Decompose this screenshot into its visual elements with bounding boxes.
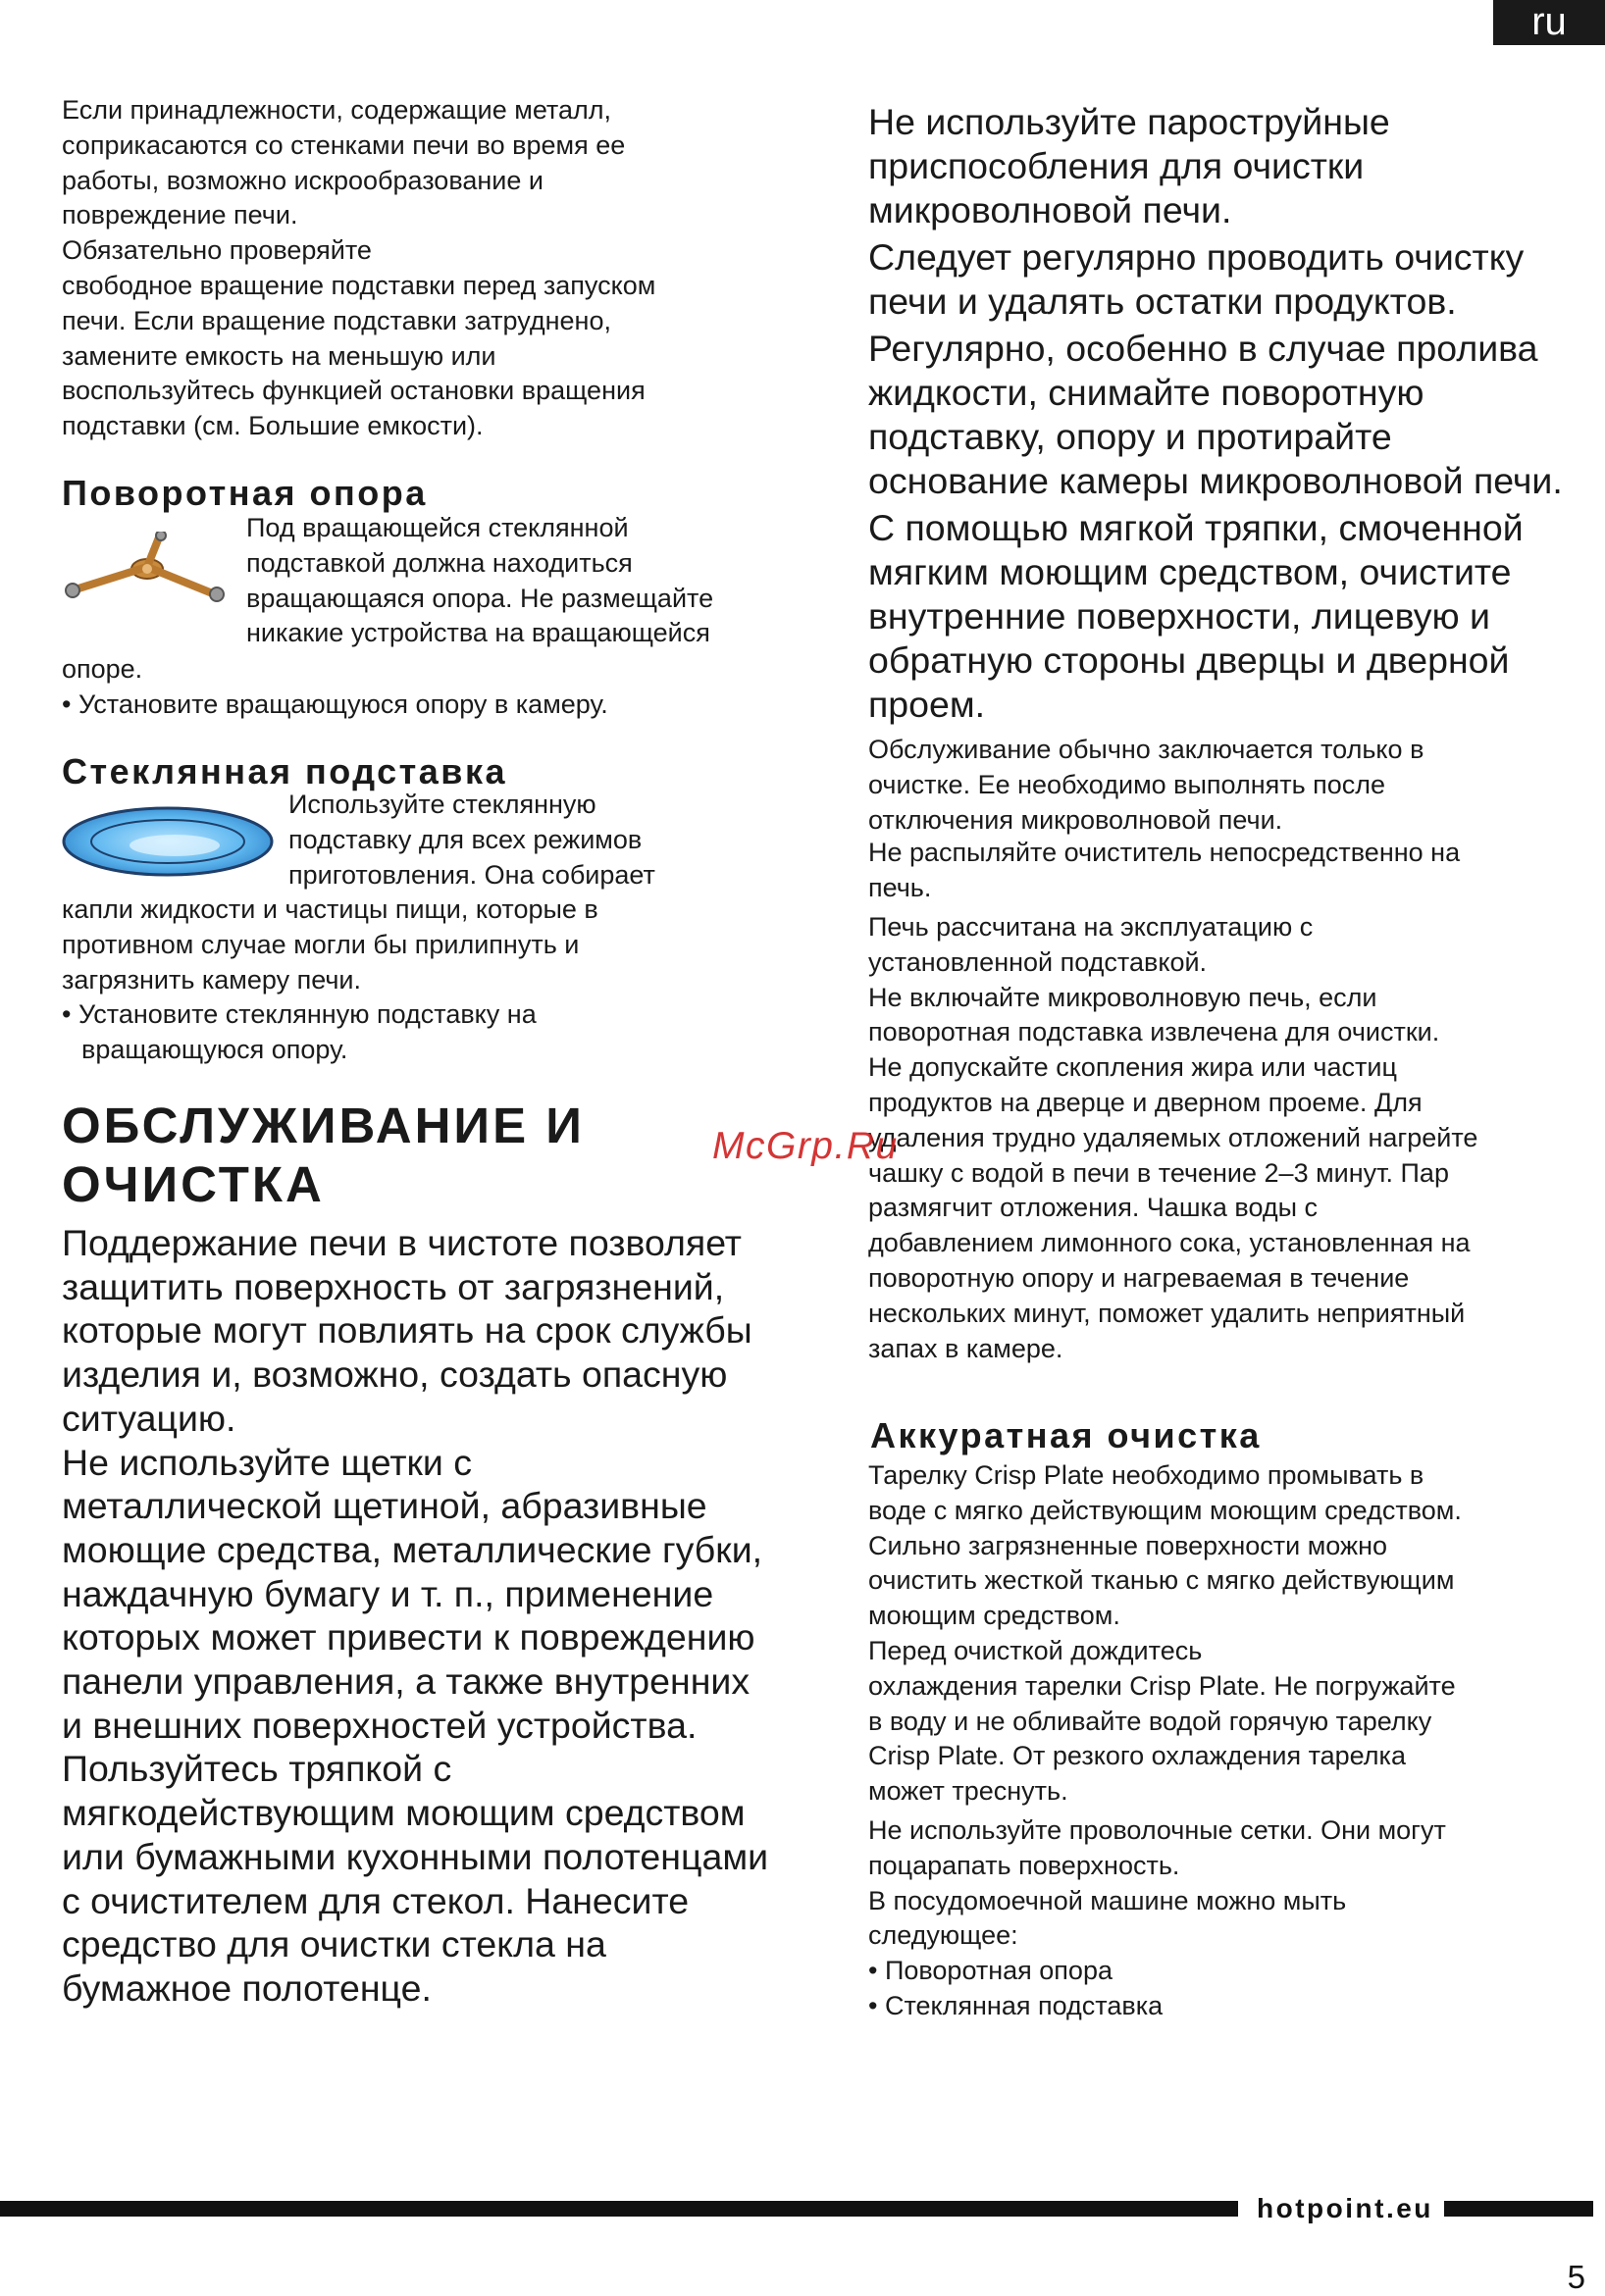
text-line: Не используйте пароструйные xyxy=(868,101,1390,142)
text-line: замените емкость на меньшую или xyxy=(62,340,496,371)
section-heading-glass: Стеклянная подставка xyxy=(62,751,507,791)
text-line: Регулярно, особенно в случае пролива xyxy=(868,328,1538,369)
right-large-text xyxy=(868,100,1605,727)
text-line: средство для очистки стекла на xyxy=(62,1923,606,1965)
text-line: или бумажными кухонными полотенцами xyxy=(62,1835,769,1877)
text-line: изделия и, возможно, создать опасную xyxy=(62,1353,728,1396)
text-line: Под вращающейся стеклянной xyxy=(246,513,629,542)
text-line: подставкой должна находиться xyxy=(246,547,633,578)
text-line: бумажное полотенце. xyxy=(62,1966,432,2009)
right-small-text xyxy=(868,733,1605,1366)
text-line: очистке. Ее необходимо выполнять после xyxy=(868,769,1386,799)
text-line: Используйте стеклянную xyxy=(288,790,596,819)
bullet-item: • Установите стеклянную подставку на xyxy=(62,999,537,1030)
text-line: опоре. xyxy=(62,654,143,684)
text-line: воде с мягко действующим моющим средством. xyxy=(868,1495,1462,1525)
maintenance-body xyxy=(62,1221,847,2011)
support-text-wrapped xyxy=(246,511,825,651)
text-line: охлаждения тарелки Crisp Plate. Не погружайте xyxy=(868,1670,1456,1701)
text-line: никакие устройства на вращающейся xyxy=(246,618,710,648)
text-line: установленной подставкой. xyxy=(868,946,1208,977)
text-line: капли жидкости и частицы пищи, которые в xyxy=(62,894,598,924)
support-text-full xyxy=(62,652,822,723)
text-line: жидкости, снимайте поворотную xyxy=(868,372,1424,413)
text-line: мягкодействующим моющим средством xyxy=(62,1792,746,1834)
text-line: в воду и не обливайте водой горячую тарелку xyxy=(868,1706,1432,1736)
text-line: чашку с водой в печи в течение 2–3 минут. Пар xyxy=(868,1157,1449,1188)
text-line: вращающаяся опора. Не размещайте xyxy=(246,583,714,613)
page-number: 5 xyxy=(1567,2259,1585,2295)
text-line: В посудомоечной машине можно мыть xyxy=(868,1885,1347,1915)
text-line: печи и удалять остатки продуктов. xyxy=(868,281,1457,322)
text-line: проем. xyxy=(868,684,986,725)
section-heading-careful: Аккуратная очистка xyxy=(870,1415,1262,1455)
text-line: которых может привести к повреждению xyxy=(62,1616,755,1658)
text-line: основание камеры микроволновой печи. xyxy=(868,460,1563,501)
text-line: Обязательно проверяйте xyxy=(62,235,372,266)
text-line: работы, возможно искрообразование и xyxy=(62,165,544,195)
text-line: подставку для всех режимов xyxy=(288,824,643,854)
text-line: Следует регулярно проводить очистку xyxy=(868,236,1525,278)
text-line: и внешних поверхностей устройства. xyxy=(62,1704,698,1746)
text-line: Пользуйтесь тряпкой с xyxy=(62,1748,452,1790)
text-line: приготовления. Она собирает xyxy=(288,859,655,890)
text-line: поцарапать поверхность. xyxy=(868,1850,1180,1880)
text-line: Печь рассчитана на эксплуатацию с xyxy=(868,911,1314,942)
text-line: повреждение печи. xyxy=(62,200,298,230)
text-line: соприкасаются со стенками печи во время ее xyxy=(62,129,626,160)
bullet-item: • Поворотная опора xyxy=(868,1956,1113,1986)
intro-paragraph xyxy=(62,93,822,444)
text-line: поворотная подставка извлечена для очистки. xyxy=(868,1017,1440,1047)
text-line: которые могут повлиять на срок службы xyxy=(62,1309,752,1352)
glass-text-full xyxy=(62,893,822,1068)
text-line: нескольких минут, поможет удалить неприятный xyxy=(868,1298,1466,1328)
text-line: С помощью мягкой тряпки, смоченной xyxy=(868,507,1524,548)
text-line: Не используйте щетки с xyxy=(62,1441,473,1483)
footer-rule-right xyxy=(1444,2201,1593,2217)
text-line: моющие средства, металлические губки, xyxy=(62,1528,763,1570)
text-line: Crisp Plate. От резкого охлаждения тарелка xyxy=(868,1741,1406,1771)
text-line: Не используйте проволочные сетки. Они могут xyxy=(868,1814,1446,1845)
text-line: Тарелку Crisp Plate необходимо промывать в xyxy=(868,1460,1424,1490)
text-line: приспособления для очистки xyxy=(868,145,1365,186)
text-line: Перед очисткой дождитесь xyxy=(868,1635,1203,1665)
text-line: микроволновой печи. xyxy=(868,189,1232,230)
text-line: подставки (см. Большие емкости). xyxy=(62,411,484,441)
text-line: Если принадлежности, содержащие металл, xyxy=(62,95,612,125)
text-line: моющим средством. xyxy=(868,1601,1120,1631)
text-line: панели управления, а также внутренних xyxy=(62,1660,751,1703)
text-line: Обслуживание обычно заключается только в xyxy=(868,735,1424,764)
text-line: печи. Если вращение подставки затруднено, xyxy=(62,305,611,335)
main-heading-line: ОЧИСТКА xyxy=(62,1156,325,1212)
text-line: внутренние поверхности, лицевую и xyxy=(868,595,1490,637)
text-line: отключения микроволновой печи. xyxy=(868,804,1283,835)
text-line: размягчит отложения. Чашка воды с xyxy=(868,1193,1319,1223)
text-line: мягким моющим средством, очистите xyxy=(868,551,1512,592)
text-line: Не распыляйте очиститель непосредственно на xyxy=(868,838,1461,868)
bullet-item: • Установите вращающуюся опору в камеру. xyxy=(62,689,608,719)
footer-rule-left xyxy=(0,2201,1238,2217)
language-tab: ru xyxy=(1493,0,1605,45)
section-heading-support: Поворотная опора xyxy=(62,473,428,513)
text-line: свободное вращение подставки перед запуском xyxy=(62,270,656,300)
text-line: Сильно загрязненные поверхности можно xyxy=(868,1530,1388,1560)
bullet-item: • Стеклянная подставка xyxy=(868,1990,1164,2020)
text-line: может треснуть. xyxy=(868,1776,1068,1807)
text-line: удаления трудно удаляемых отложений нагрейте xyxy=(868,1122,1478,1152)
text-line: Не допускайте скопления жира или частиц xyxy=(868,1052,1397,1083)
text-line: Не включайте микроволновую печь, если xyxy=(868,982,1377,1012)
main-heading-line: ОБСЛУЖИВАНИЕ И xyxy=(62,1097,585,1153)
text-line: подставку, опору и протирайте xyxy=(868,416,1392,457)
glass-tray-icon xyxy=(59,802,277,881)
text-line: вращающуюся опору. xyxy=(81,1035,348,1065)
watermark: McGrp.Ru xyxy=(712,1125,899,1167)
main-heading xyxy=(62,1097,822,1214)
text-line: воспользуйтесь функцией остановки вращения xyxy=(62,376,646,406)
text-line: противном случае могли бы прилипнуть и xyxy=(62,929,580,959)
text-line: с очистителем для стекол. Нанесите xyxy=(62,1879,690,1921)
text-line: поворотную опору и нагреваемая в течение xyxy=(868,1262,1410,1293)
text-line: защитить поверхность от загрязнений, xyxy=(62,1265,725,1307)
text-line: добавлением лимонного сока, установленная на xyxy=(868,1228,1471,1258)
text-line: печь. xyxy=(868,873,932,903)
text-line: ситуацию. xyxy=(62,1397,236,1439)
text-line: следующее: xyxy=(868,1920,1018,1951)
text-line: продуктов на дверце и дверном проеме. Для xyxy=(868,1087,1423,1117)
text-line: обратную стороны дверцы и дверной xyxy=(868,639,1510,681)
text-line: очистить жесткой тканью с мягко действующим xyxy=(868,1565,1455,1596)
text-line: запах в камере. xyxy=(868,1333,1063,1363)
text-line: наждачную бумагу и т. п., применение xyxy=(62,1572,714,1614)
text-line: Поддержание печи в чистоте позволяет xyxy=(62,1222,742,1263)
glass-text-wrapped xyxy=(288,788,828,893)
brand-url: hotpoint.eu xyxy=(1257,2193,1433,2223)
text-line: загрязнить камеру печи. xyxy=(62,964,361,995)
careful-text xyxy=(868,1458,1605,2024)
text-line: металлической щетиной, абразивные xyxy=(62,1485,707,1527)
roller-support-icon xyxy=(57,532,233,610)
